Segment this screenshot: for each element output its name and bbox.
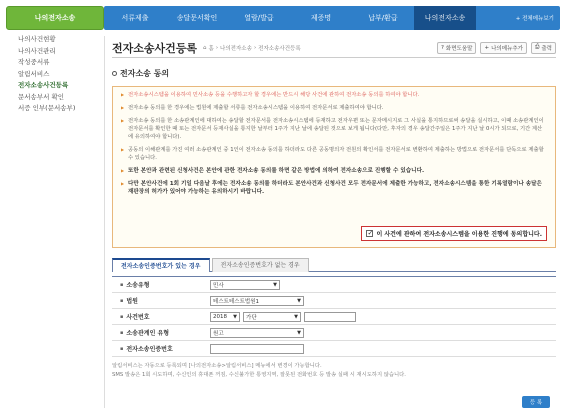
title-bar [112,38,556,58]
agree-label: 이 사건에 관하여 전자소송시스템을 이용한 진행에 동의합니다. [376,231,542,238]
all-menu-link[interactable]: + 전체메뉴보기 [515,16,554,22]
vertical-divider [104,36,105,408]
form-row-auth-number [112,341,556,357]
tab-view-issue[interactable]: 열람/발급 [244,14,274,22]
court-label: ▪ 법원 [112,296,210,305]
tab-my-ecourt[interactable]: 나의전자소송 [414,6,476,30]
notice-item: ▶ 다만 본안사건에 1회 기일 다음날 후에는 전자소송 동의를 하더라도 본안사건과 신청사건 모두 전자문서에 제출한 가능하고, 전자소송시스템을 통한 기록열람이나 송달은 재판장의 허가가 있어야 가능하는 유의하시기 바랍니다. [121,180,547,196]
add-icon: + [484,44,490,51]
help-button[interactable] [437,42,477,54]
sidebar-title: 나의전자소송 [6,6,104,30]
chevron-down-icon: ▼ [273,281,277,288]
sidebar-item-drafts[interactable]: 작성중서류 [18,58,50,66]
print-label: 출력 [541,45,552,52]
print-icon: ⎙ [534,44,540,50]
chevron-down-icon: ▼ [297,329,301,336]
court-value: 테스트테스트법원1 [213,298,260,305]
print-button[interactable] [531,42,556,54]
sidebar-item-notification[interactable]: 알림서비스 [18,69,50,78]
form-row-party-type [112,325,556,341]
footer-note: SMS 발송은 1회 시도하며, 수신인의 휴대폰 꺼짐, 수신불가한 통영지역, 잘못된 전화번호 등 발송 실패 시 재시도하지 않습니다. [112,372,406,378]
add-menu-label: 나의메뉴추가 [491,45,523,52]
breadcrumb-home[interactable]: 홈 [208,45,214,52]
court-select[interactable] [210,296,304,306]
notice-item: ▶ 전자소송 동의를 한 소송관계인에 대하여는 송달할 전자문서를 전자소송시스템에 등재하고 전자우편 또는 문자메시지로 그 사실을 통지하므로써 송달을 실시하고, 이때 소송관계인이 전자문서를 확인한 때 또는 전자문서 등재사실을 통지한 날부터 1주가 지난 날에 송달된 것으로 보게 됩니다(다만, 후자의 경우 송달간주일은 1주가 지난 날 0시가 되므로, 기간 계산에 유의하여야 합니다). [121,117,547,141]
home-icon[interactable]: ⌂ [203,44,207,51]
case-register-form [112,276,556,357]
case-kind-select[interactable] [243,312,301,322]
help-icon: ? [440,44,444,51]
sidebar-item-evidence[interactable]: 서증 인부(문서송부) [18,104,76,112]
case-number-label: ▪ 사건번호 [112,312,210,321]
party-type-value: 원고 [213,330,224,337]
breadcrumb [203,44,301,52]
chevron-down-icon: ▼ [294,313,298,320]
help-label: 화면도움말 [445,45,473,52]
notice-item: ▶ 또한 본안과 관련된 신청사건은 본안에 관한 전자소송 동의를 하면 같은 방법에 의하여 전자소송으로 진행할 수 있습니다. [121,167,547,175]
top-navigation [104,6,560,30]
notice-item: ▶ 공동의 이해관계를 가진 여러 소송관계인 중 1인이 전자소송 동의를 하더라도 다른 공동명의자 전원의 확인서를 전자문서로 변환하여 제출하는 방법으로 전자문서를 단독으로 제출할 수 있습니다. [121,146,547,162]
party-type-label: ▪ 소송관계인 유형 [112,328,210,337]
breadcrumb-separator: › [215,44,219,51]
breadcrumb-my-ecourt[interactable]: 나의전자소송 [220,45,252,52]
auth-number-label: ▪ 전자소송인증번호 [112,344,210,353]
footer-note: 알림서비스는 자동으로 등록되며 [나의전자소송>알림서비스] 메뉴에서 변경이 가능합니다. [112,363,322,369]
form-row-court [112,293,556,309]
auth-tabs [112,258,556,272]
case-type-select[interactable] [210,280,280,290]
tab-submit[interactable]: 서류제출 [121,14,149,22]
register-button[interactable]: 등 록 [522,396,550,408]
consent-agree[interactable] [361,226,547,241]
sidebar-item-document-check[interactable]: 문서송부서 확인 [18,92,65,101]
agree-checkbox[interactable] [366,230,373,237]
notice-item: ▶ 전자소송 동의를 한 경우에는 법원에 제출할 서류를 전자소송시스템을 이용하여 전자문서로 제출하여야 합니다. [121,104,547,112]
sidebar-item-case-status[interactable]: 나의사건현황 [18,35,56,43]
auth-number-input[interactable] [210,344,304,354]
form-row-case-type [112,277,556,293]
case-kind-value: 가단 [246,314,257,321]
case-type-value: 민사 [213,282,224,289]
sidebar-menu [6,30,104,115]
chevron-down-icon: ▼ [297,297,301,304]
footer-notes [112,362,556,380]
page-title: 전자소송사건등록 [112,41,198,55]
form-row-case-number [112,309,556,325]
breadcrumb-current: 전자소송사건등록 [258,45,301,52]
section-title-text: 전자소송 동의 [120,69,170,78]
tab-payment[interactable]: 납부/환급 [368,14,398,22]
left-sidebar [6,6,104,115]
case-year-select[interactable] [210,312,240,322]
tab-without-auth-number[interactable]: 전자소송인증번호가 없는 경우 [212,258,309,272]
sidebar-item-case-management[interactable]: 나의사건관리 [18,46,56,55]
notice-item: ▶ 전자소송시스템을 이용하여 민사소송 등을 수행하고자 할 경우에는 반드시 해당 사건에 관하여 전자소송 동의를 하여야 합니다. [121,91,547,99]
consent-notice-box [112,86,556,248]
sidebar-item-case-register[interactable]: 전자소송사건등록 [18,81,69,89]
chevron-down-icon: ▼ [233,313,237,320]
page-tools [437,42,556,54]
section-title [112,68,169,79]
tab-with-auth-number[interactable]: 전자소송인증번호가 있는 경우 [112,258,210,272]
party-type-select[interactable] [210,328,304,338]
bullet-icon [112,71,117,76]
case-type-label: ▪ 소송유형 [112,280,210,289]
breadcrumb-separator: › [253,44,257,51]
case-number-input[interactable] [304,312,356,322]
add-menu-button[interactable] [480,42,527,54]
case-year-value: 2018 [213,313,227,320]
tab-certificate[interactable]: 제증명 [310,14,332,22]
tab-delivery[interactable]: 송달문서확인 [176,14,218,22]
